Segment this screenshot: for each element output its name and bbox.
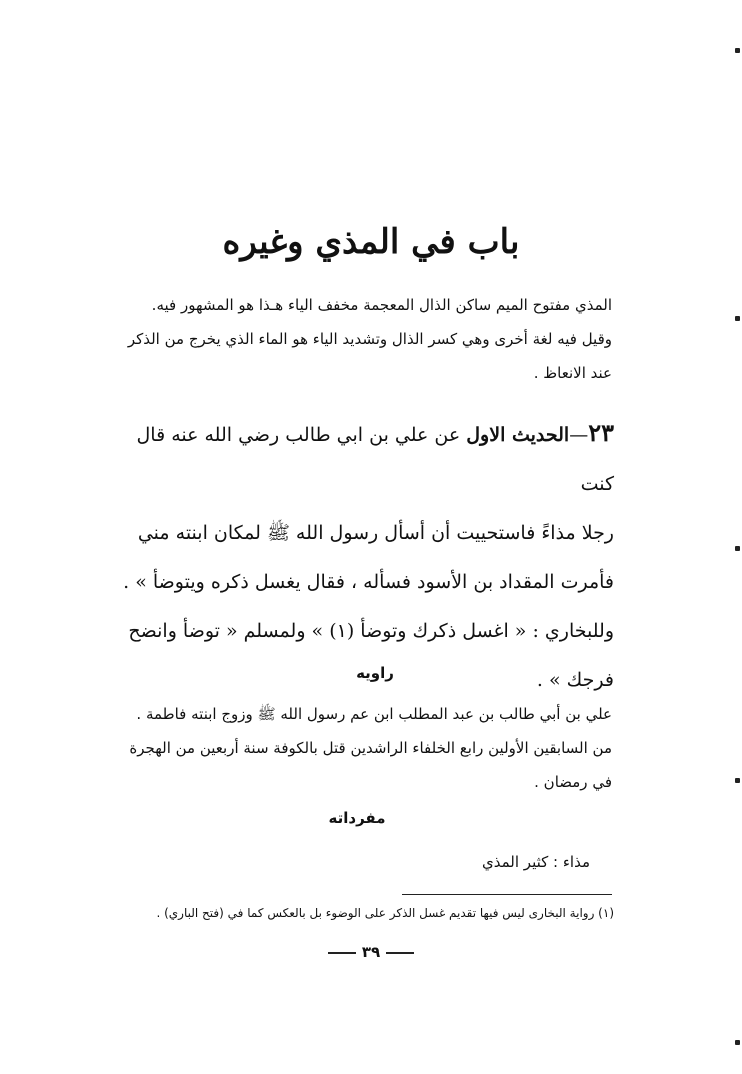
vocabulary-heading: مفرداته — [328, 809, 386, 827]
narrator-line: في رمضان . — [534, 773, 612, 791]
page-number-dash-right — [386, 952, 414, 954]
vocabulary-term: مذاء — [562, 853, 590, 871]
hadith-text — [104, 408, 614, 705]
narrator-heading: راويه — [356, 664, 394, 682]
vocabulary-list — [290, 847, 590, 877]
hadith-line: رجلا مذاءً فاستحييت أن أسأل رسول الله ﷺ لمكان ابنته مني — [137, 522, 614, 544]
chapter-title: باب في المذي وغيره — [222, 222, 520, 262]
hadith-line: فأمرت المقداد بن الأسود فسأله ، فقال يغسل ذكره ويتوضأ » . — [123, 571, 614, 593]
page-number: ٣٩ — [361, 943, 381, 961]
scan-edge-mark — [735, 546, 740, 551]
footnote-divider — [402, 894, 612, 895]
vocabulary-entry: مذاء : كثير المذي — [482, 853, 590, 871]
hadith-dash: — — [569, 424, 589, 446]
scan-edge-mark — [735, 1040, 740, 1045]
hadith-line: عن علي بن ابي طالب رضي الله عنه قال كنت — [136, 424, 614, 495]
hadith-line: فرجك » . — [536, 669, 614, 691]
scan-edge-mark — [735, 316, 740, 321]
narrator-paragraph — [112, 697, 612, 799]
footnote: (١) رواية البخارى ليس فيها تقديم غسل الذكر على الوضوء بل بالعكس كما في (فتح الباري) . — [156, 906, 614, 920]
hadith-first-line — [104, 408, 614, 509]
scan-edge-mark — [735, 48, 740, 53]
narrator-line: من السابقين الأولين رابع الخلفاء الراشدين قتل بالكوفة سنة أربعين من الهجرة — [129, 739, 612, 757]
intro-line: عند الانعاظ . — [533, 364, 612, 382]
intro-line: وقيل فيه لغة أخرى وهي كسر الذال وتشديد الياء هو الماء الذي يخرج من الذكر — [127, 330, 612, 348]
hadith-label: الحديث الاول — [466, 424, 570, 446]
scan-edge-mark — [735, 778, 740, 783]
hadith-number: ٢٣ — [588, 418, 614, 447]
intro-line: المذي مفتوح الميم ساكن الذال المعجمة مخفف الياء هـذا هو المشهور فيه. — [151, 296, 612, 314]
hadith-line: وللبخاري : « اغسل ذكرك وتوضأ (١) » ولمسلم « توضأ وانضح — [128, 620, 614, 642]
page-number-dash-left — [328, 952, 356, 954]
vocabulary-meaning: كثير المذي — [482, 853, 549, 871]
intro-paragraph — [112, 288, 612, 390]
page-number-row — [0, 943, 742, 961]
narrator-line: علي بن أبي طالب بن عبد المطلب ابن عم رسول الله ﷺ وزوج ابنته فاطمة . — [136, 705, 612, 723]
